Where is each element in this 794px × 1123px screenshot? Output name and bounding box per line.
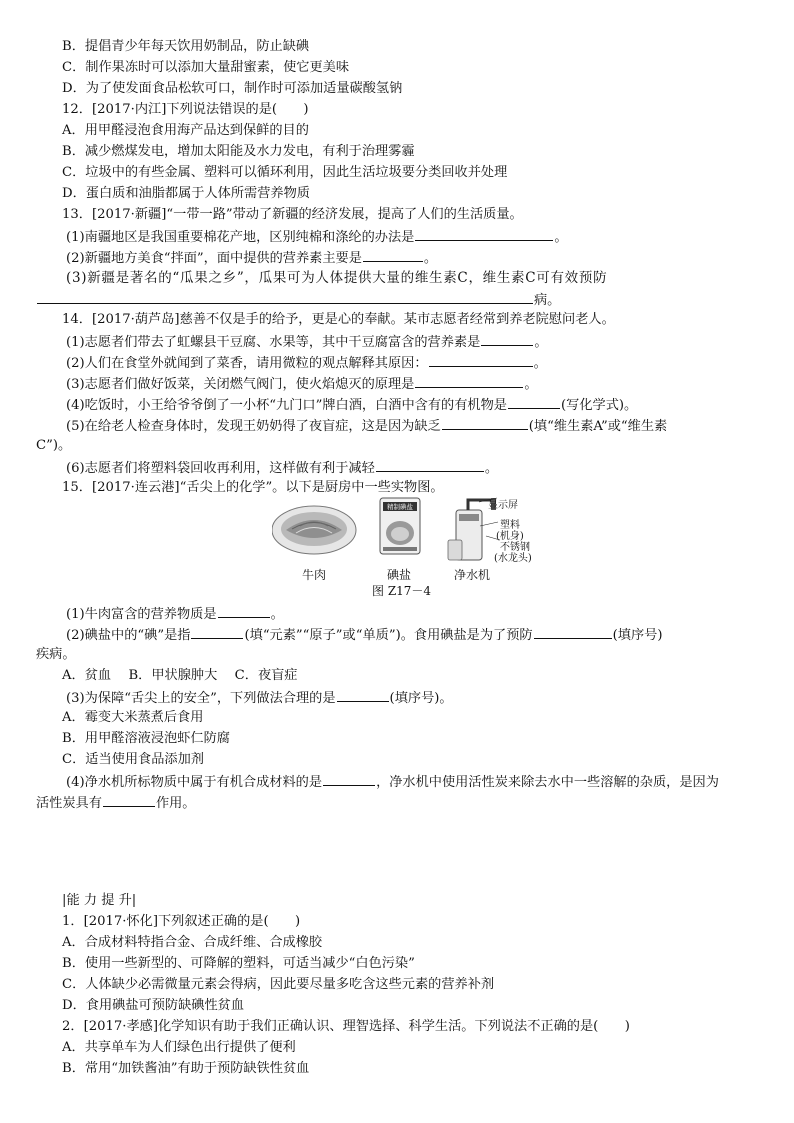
q15-part2	[66, 625, 662, 645]
p2-option-b: B．常用“加铁酱油”有助于预防缺铁性贫血	[62, 1061, 310, 1076]
q15-part4	[66, 772, 719, 792]
q15-part2-text: (2)碘盐中的“碘”是指	[66, 628, 191, 643]
q15-part4-continuation	[36, 793, 196, 813]
q14-part6	[66, 458, 498, 478]
callout-stainless-steel: 不锈钢	[500, 542, 530, 553]
answer-blank[interactable]	[415, 374, 523, 388]
callout-plastic: 塑料	[500, 520, 520, 531]
q15-part4-text: (4)净水机所标物质中属于有机合成材料的是	[66, 775, 323, 790]
q15-part4-mid: ，净水机中使用活性炭来除去水中一些溶解的杂质，是因为	[376, 775, 719, 790]
q15-part3-tail: (填序号)。	[389, 691, 453, 706]
label-beef: 牛肉	[302, 568, 327, 582]
q15-part3	[66, 688, 453, 708]
q14-part3-text: (3)志愿者们做好饭菜，关闭燃气阀门，使火焰熄灭的原理是	[66, 377, 415, 392]
iodized-salt-image	[380, 498, 420, 554]
q11-option-d: D．为了使发面食品松软可口，制作时可添加适量碳酸氢钠	[62, 81, 403, 96]
answer-blank[interactable]	[323, 772, 375, 786]
q14-part5-text: (5)在给老人检查身体时，发现王奶奶得了夜盲症，这是因为缺乏	[66, 419, 441, 434]
period: 。	[423, 251, 438, 266]
q15-part2-mid: (填“元素”“原子”或“单质”)。食用碘盐是为了预防	[244, 628, 533, 643]
q12-option-c: C．垃圾中的有些金属、塑料可以循环利用，因此生活垃圾要分类回收并处理	[62, 165, 508, 180]
q14-part5	[66, 416, 667, 436]
p1-stem: 1．[2017·怀化]下列叙述正确的是( )	[62, 914, 301, 929]
answer-blank[interactable]	[103, 793, 155, 807]
answer-blank[interactable]	[508, 395, 560, 409]
q15-part1	[66, 604, 284, 624]
q15-part2-options: A．贫血 B．甲状腺肿大 C．夜盲症	[62, 668, 298, 683]
q14-part1-text: (1)志愿者们带去了虹螺县干豆腐、水果等，其中干豆腐富含的营养素是	[66, 335, 481, 350]
answer-blank[interactable]	[218, 604, 270, 618]
q15-part4-cont-text: 活性炭具有	[36, 796, 102, 811]
q12-option-d: D．蛋白质和油脂都属于人体所需营养物质	[62, 186, 310, 201]
q14-part4-tail: (写化学式)。	[560, 398, 638, 413]
q13-part1	[66, 227, 568, 247]
label-iodized-salt: 碘盐	[387, 568, 412, 582]
salt-package-label: 精制碘盐	[387, 503, 413, 511]
answer-blank[interactable]	[481, 332, 533, 346]
p2-option-a: A．共享单车为人们绿色出行提供了便利	[62, 1040, 296, 1055]
q14-part5-continuation: C”)。	[36, 438, 72, 453]
period: 。	[554, 230, 568, 245]
q13-part3-tail: 病。	[534, 293, 561, 308]
q14-part6-text: (6)志愿者们将塑料袋回收再利用，这样做有利于减轻	[66, 461, 375, 476]
q13-part2	[66, 248, 437, 268]
q15-part2-continuation: 疾病。	[36, 647, 76, 662]
q15-part1-text: (1)牛肉富含的营养物质是	[66, 607, 217, 622]
q13-part3: (3)新疆是著名的“瓜果之乡”，瓜果可为人体提供大量的维生素C，维生素C可有效预防	[66, 270, 608, 286]
q14-part3	[66, 374, 538, 394]
p1-option-c: C．人体缺少必需微量元素会得病，因此要尽量多吃含这些元素的营养补剂	[62, 977, 495, 992]
section-title-ability: |能 力 提 升|	[62, 893, 137, 908]
figure-kitchen-items	[272, 496, 532, 598]
answer-blank[interactable]	[534, 625, 612, 639]
q15-part3-option-c: C．适当使用食品添加剂	[62, 752, 204, 767]
q15-part3-option-b: B．用甲醛溶液浸泡虾仁防腐	[62, 731, 230, 746]
answer-blank[interactable]	[415, 227, 553, 241]
q14-part2-text: (2)人们在食堂外就闻到了菜香，请用微粒的观点解释其原因：	[66, 356, 428, 371]
answer-blank[interactable]	[429, 353, 533, 367]
period: 。	[524, 377, 538, 392]
q14-part5-tail: (填“维生素A”或“维生素	[528, 419, 668, 434]
p1-option-b: B．使用一些新型的、可降解的塑料，可适当减少“白色污染”	[62, 956, 415, 971]
period: 。	[533, 356, 547, 371]
callout-plastic-body: (机身)	[496, 531, 524, 542]
q13-stem: 13．[2017·新疆]“一带一路”带动了新疆的经济发展，提高了人们的生活质量。	[62, 207, 523, 222]
answer-blank[interactable]	[363, 248, 423, 262]
q14-part1	[66, 332, 548, 352]
figure-caption: 图 Z17－4	[372, 584, 432, 598]
answer-blank[interactable]	[191, 625, 243, 639]
p2-stem: 2．[2017·孝感]化学知识有助于我们正确认识、理智选择、科学生活。下列说法不正确的是( )	[62, 1019, 630, 1034]
p1-option-d: D．食用碘盐可预防缺碘性贫血	[62, 998, 245, 1013]
q13-part1-text: (1)南疆地区是我国重要棉花产地，区别纯棉和涤纶的办法是	[66, 230, 415, 245]
q15-stem: 15．[2017·连云港]“舌尖上的化学”。以下是厨房中一些实物图。	[62, 480, 444, 495]
q13-part3-continuation	[36, 290, 560, 310]
answer-blank[interactable]	[337, 688, 389, 702]
q13-part2-text: (2)新疆地方美食“拌面”，面中提供的营养素主要是	[66, 251, 362, 266]
q12-stem: 12．[2017·内江]下列说法错误的是( )	[62, 102, 309, 117]
q14-part4	[66, 395, 637, 415]
q15-part3-text: (3)为保障“舌尖上的安全”，下列做法合理的是	[66, 691, 336, 706]
period: 。	[270, 607, 284, 622]
q11-option-c: C．制作果冻时可以添加大量甜蜜素，使它更美味	[62, 60, 350, 75]
beef-image	[272, 506, 356, 554]
period: 。	[484, 461, 498, 476]
q15-part2-tail: (填序号)	[612, 628, 663, 643]
answer-blank[interactable]	[37, 290, 533, 304]
q11-option-b: B．提倡青少年每天饮用奶制品，防止缺碘	[62, 39, 310, 54]
answer-blank[interactable]	[376, 458, 484, 472]
q12-option-b: B．减少燃煤发电，增加太阳能及水力发电，有利于治理雾霾	[62, 144, 415, 159]
callout-display: 显示屏	[488, 500, 518, 511]
q14-stem: 14．[2017·葫芦岛]慈善不仅是手的给予，更是心的奉献。某市志愿者经常到养老院慰问老人。	[62, 312, 615, 327]
q14-part4-text: (4)吃饭时，小王给爷爷倒了一小杯“九门口”牌白酒，白酒中含有的有机物是	[66, 398, 507, 413]
period: 。	[534, 335, 548, 350]
q15-part4-tail: 作用。	[155, 796, 196, 811]
label-water-purifier: 净水机	[454, 568, 491, 582]
q14-part2	[66, 353, 547, 373]
answer-blank[interactable]	[442, 416, 528, 430]
q12-option-a: A．用甲醛浸泡食用海产品达到保鲜的目的	[62, 123, 309, 138]
q15-part3-option-a: A．霉变大米蒸煮后食用	[62, 710, 204, 725]
p1-option-a: A．合成材料特指合金、合成纤维、合成橡胶	[62, 935, 323, 950]
callout-tap: (水龙头)	[494, 553, 532, 564]
